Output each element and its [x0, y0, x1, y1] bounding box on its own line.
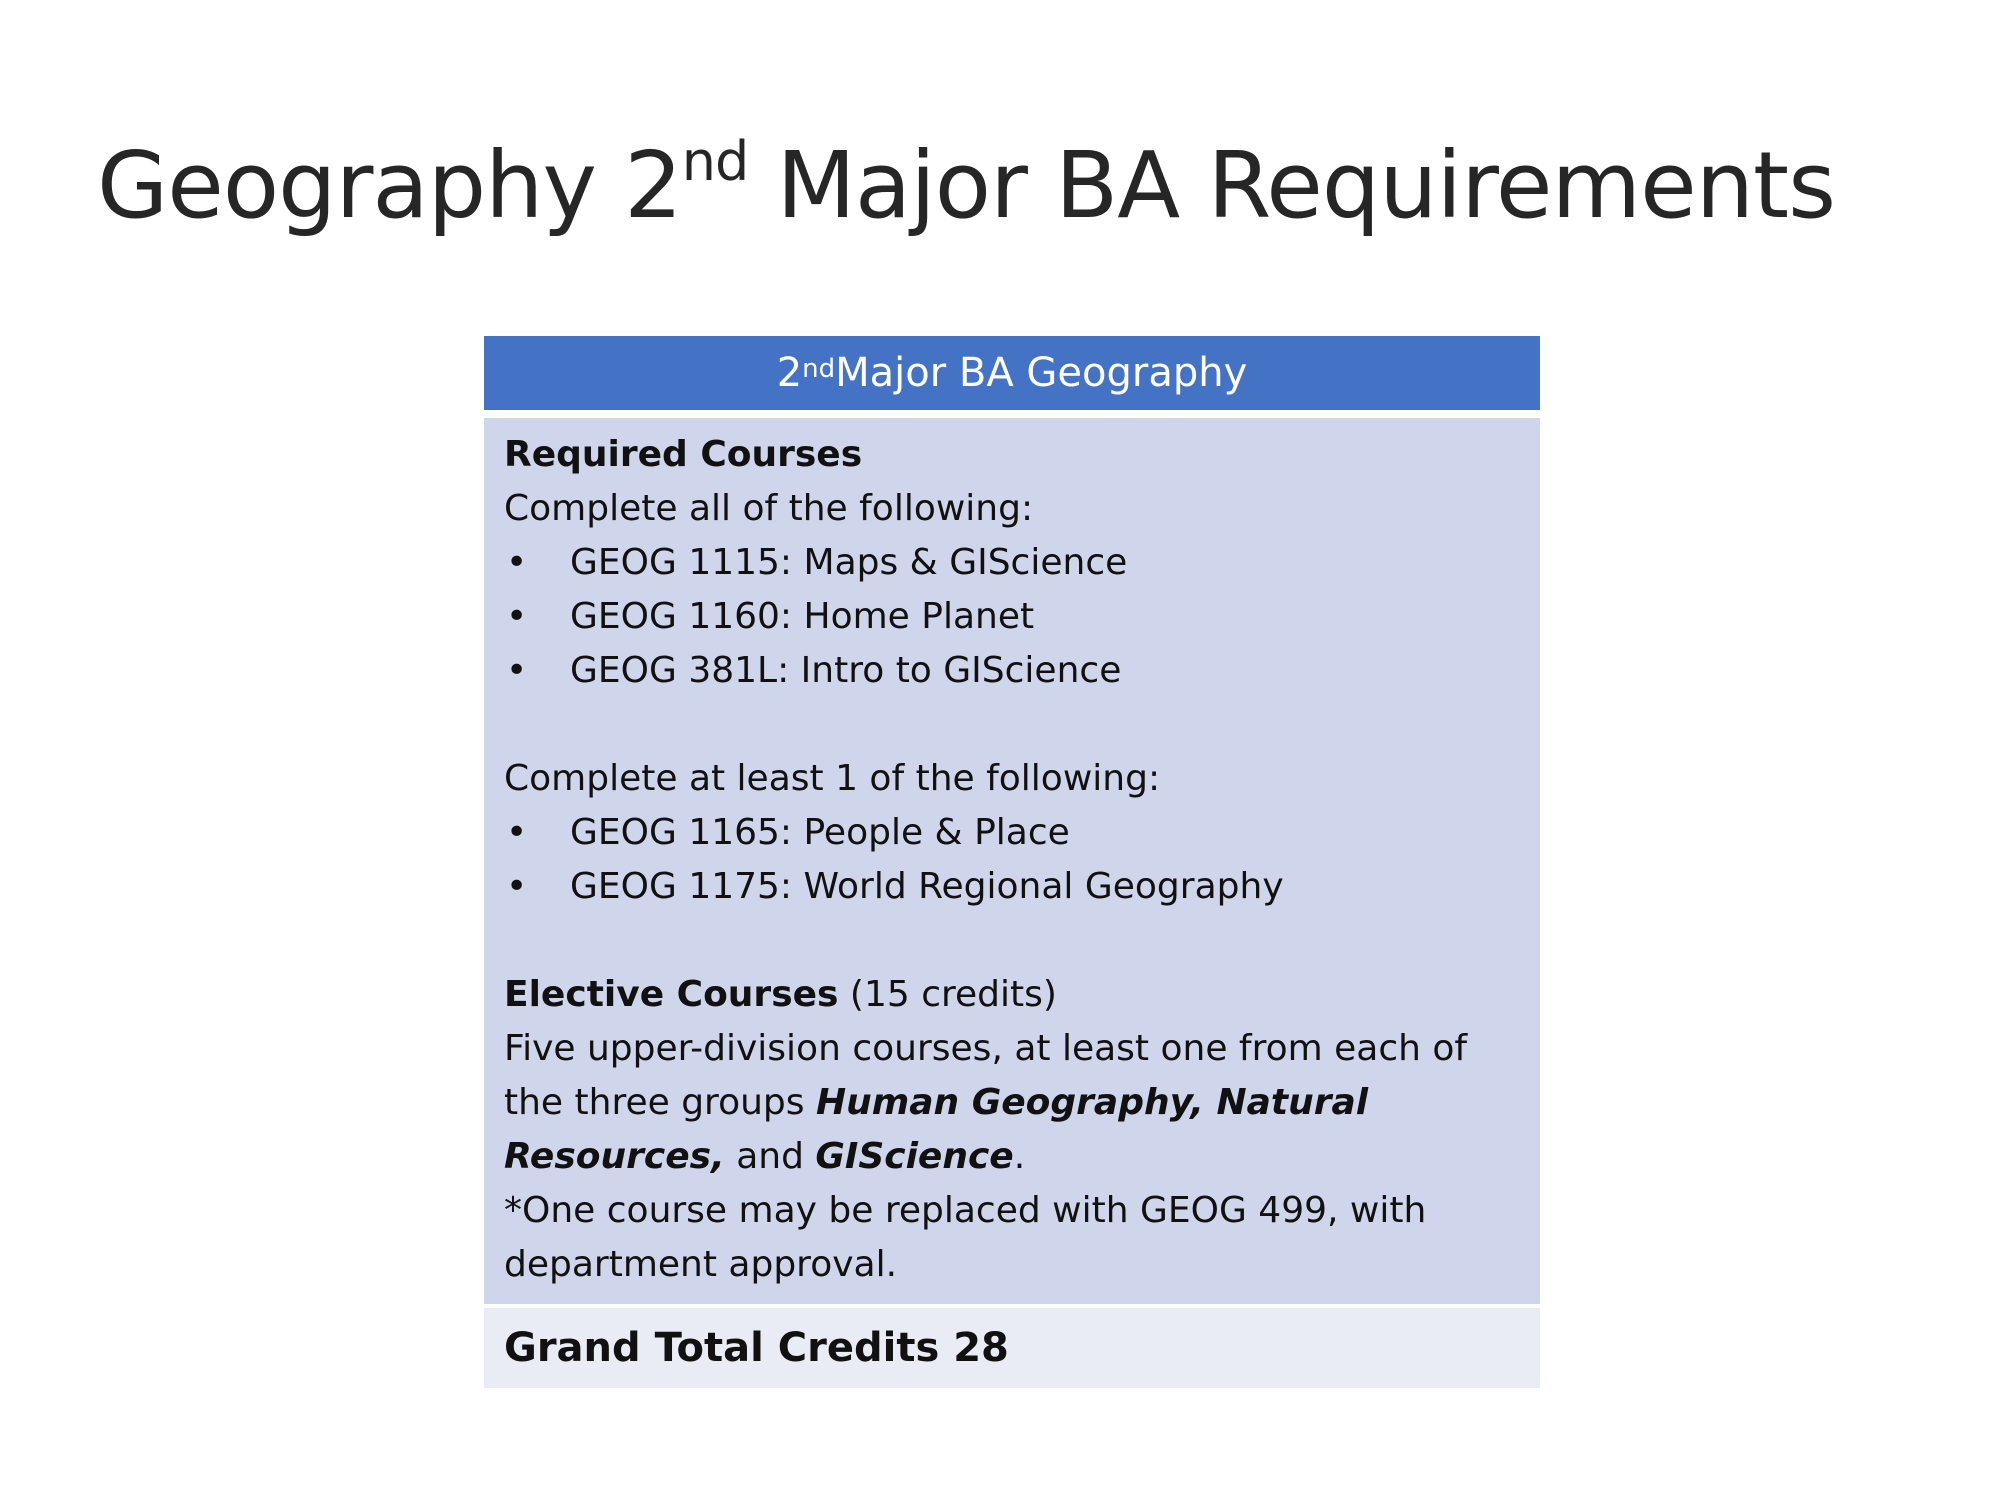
group-human-natural: Human Geography, Natural	[815, 1082, 1369, 1123]
group-gis: GIScience	[815, 1136, 1014, 1177]
elective-note-line-2: department approval.	[504, 1244, 898, 1285]
course-label: GEOG 1165: People & Place	[570, 812, 1070, 853]
table-header-prefix: 2	[776, 350, 803, 396]
elective-credits: (15 credits)	[838, 974, 1057, 1015]
course-label: GEOG 1160: Home Planet	[570, 596, 1035, 637]
slide-title-suffix: Major BA Requirements	[748, 132, 1836, 239]
period: .	[1013, 1136, 1026, 1177]
required-all-list	[504, 536, 1520, 698]
elective-description-line-3	[504, 1130, 1520, 1184]
required-all-intro: Complete all of the following:	[504, 488, 1034, 529]
elective-courses-heading: Elective Courses	[504, 974, 839, 1015]
elective-description-line-2	[504, 1076, 1520, 1130]
slide-title	[97, 130, 1836, 239]
slide-title-superscript: nd	[681, 130, 749, 193]
list-item	[504, 590, 1520, 644]
course-label: GEOG 1115: Maps & GIScience	[570, 542, 1128, 583]
bullet-icon: •	[506, 812, 528, 853]
elective-heading-line	[504, 968, 1520, 1022]
spacer	[504, 914, 1520, 968]
slide-title-prefix: Geography 2	[97, 132, 682, 239]
group-resources: Resources,	[504, 1136, 725, 1177]
bullet-icon: •	[506, 650, 528, 691]
bullet-icon: •	[506, 596, 528, 637]
required-courses-heading: Required Courses	[504, 434, 863, 475]
list-item	[504, 806, 1520, 860]
table-header-suffix: Major BA Geography	[835, 350, 1248, 396]
bullet-icon: •	[506, 866, 528, 907]
required-one-list	[504, 806, 1520, 914]
and-word: and	[724, 1136, 816, 1177]
course-label: GEOG 1175: World Regional Geography	[570, 866, 1284, 907]
list-item	[504, 860, 1520, 914]
table-header-superscript: nd	[802, 354, 836, 384]
elective-description-line-1: Five upper-division courses, at least one from each of	[504, 1028, 1468, 1069]
table-header	[484, 336, 1540, 418]
required-one-intro: Complete at least 1 of the following:	[504, 758, 1161, 799]
requirements-table	[484, 336, 1540, 1388]
elective-note-line-1: *One course may be replaced with GEOG 499, with	[504, 1190, 1427, 1231]
grand-total-row: Grand Total Credits 28	[484, 1308, 1540, 1388]
course-label: GEOG 381L: Intro to GIScience	[570, 650, 1122, 691]
spacer	[504, 698, 1520, 752]
list-item	[504, 536, 1520, 590]
bullet-icon: •	[506, 542, 528, 583]
table-body	[484, 418, 1540, 1308]
elective-line2-prefix: the three groups	[504, 1082, 816, 1123]
list-item	[504, 644, 1520, 698]
